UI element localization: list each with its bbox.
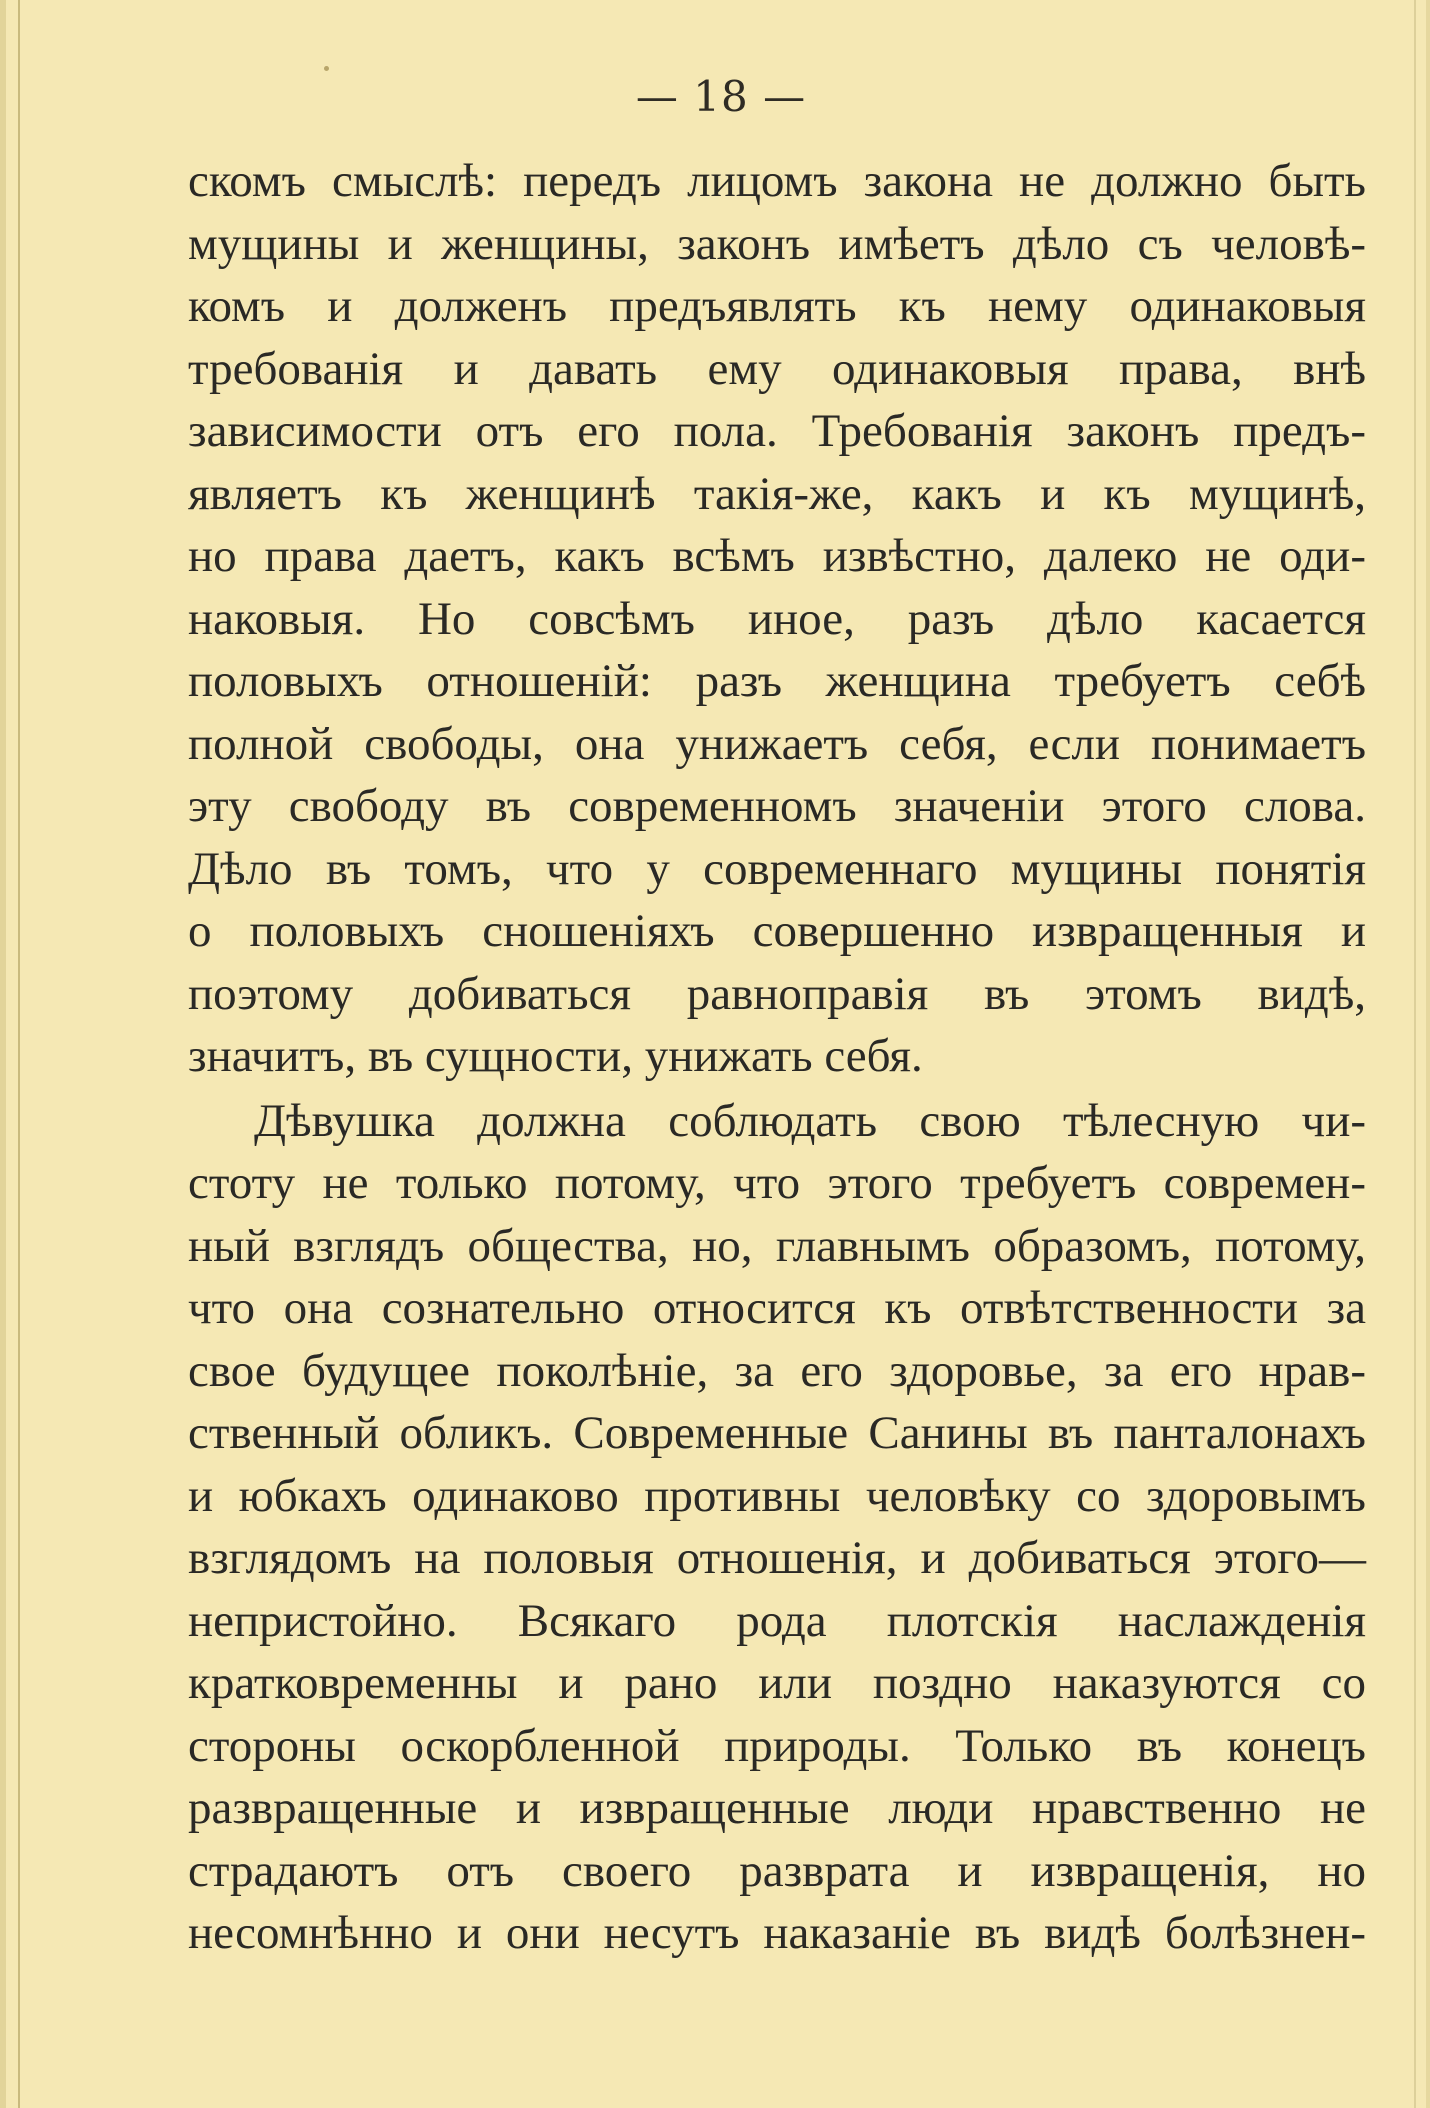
text-line: наковыя. Но совсѣмъ иное, разъ дѣло касается xyxy=(188,592,1366,645)
text-line: но права даетъ, какъ всѣмъ извѣстно, далеко не оди- xyxy=(188,530,1366,582)
body-text xyxy=(188,150,1366,1965)
text-line: поэтому добиваться равноправія въ этомъ видѣ, xyxy=(188,967,1366,1020)
text-line: половыхъ отношеній: разъ женщина требуетъ себѣ xyxy=(188,655,1366,707)
text-line: кратковременны и рано или поздно наказуются со xyxy=(188,1657,1366,1709)
text-line: страдаютъ отъ своего разврата и извращенія, но xyxy=(188,1844,1366,1897)
text-line: ный взглядъ общества, но, главнымъ образомъ, потому, xyxy=(188,1219,1366,1272)
text-line: скомъ смыслѣ: передъ лицомъ закона не должно быть xyxy=(188,155,1366,207)
text-line: что она сознательно относится къ отвѣтственности за xyxy=(188,1282,1366,1334)
text-line: непристойно. Всякаго рода плотскія наслажденія xyxy=(188,1594,1366,1647)
text-line: эту свободу въ современномъ значеніи этого слова. xyxy=(188,780,1366,832)
paragraph-1 xyxy=(188,150,1366,1088)
text-line: Дѣло въ томъ, что у современнаго мущины понятія xyxy=(188,842,1366,895)
text-line: мущины и женщины, законъ имѣетъ дѣло съ человѣ- xyxy=(188,217,1366,270)
text-line: и юбкахъ одинаково противны человѣку со здоровымъ xyxy=(188,1469,1366,1522)
text-line: значитъ, въ сущности, унижать себя. xyxy=(188,1030,923,1082)
page-edge-left xyxy=(18,0,20,2108)
text-line: ственный обликъ. Современные Санины въ панталонахъ xyxy=(188,1407,1366,1459)
text-line: несомнѣнно и они несутъ наказаніе въ видѣ болѣзнен- xyxy=(188,1907,1366,1959)
text-line: стоту не только потому, что этого требуетъ современ- xyxy=(188,1157,1366,1209)
paragraph-2 xyxy=(188,1090,1366,1965)
text-line: являетъ къ женщинѣ такія-же, какъ и къ мущинѣ, xyxy=(188,467,1366,520)
text-line: комъ и долженъ предъявлять къ нему одинаковыя xyxy=(188,280,1366,332)
text-line: свое будущее поколѣніе, за его здоровье, за его нрав- xyxy=(188,1344,1366,1397)
text-line: полной свободы, она унижаетъ себя, если понимаетъ xyxy=(188,717,1366,770)
paper-speck xyxy=(324,66,329,71)
text-line: зависимости отъ его пола. Требованія законъ предъ- xyxy=(188,405,1366,457)
text-line: стороны оскорбленной природы. Только въ конецъ xyxy=(188,1719,1366,1772)
page-edge-right xyxy=(1414,0,1416,2108)
text-line: взглядомъ на половыя отношенія, и добиваться этого— xyxy=(188,1532,1366,1584)
text-line: Дѣвушка должна соблюдать свою тѣлесную чи- xyxy=(254,1094,1366,1147)
text-line: требованія и давать ему одинаковыя права, внѣ xyxy=(188,342,1366,395)
page-number: — 18 — xyxy=(635,72,807,121)
text-line: развращенные и извращенные люди нравственно не xyxy=(188,1782,1366,1834)
text-line: о половыхъ сношеніяхъ совершенно извращенныя и xyxy=(188,905,1366,957)
